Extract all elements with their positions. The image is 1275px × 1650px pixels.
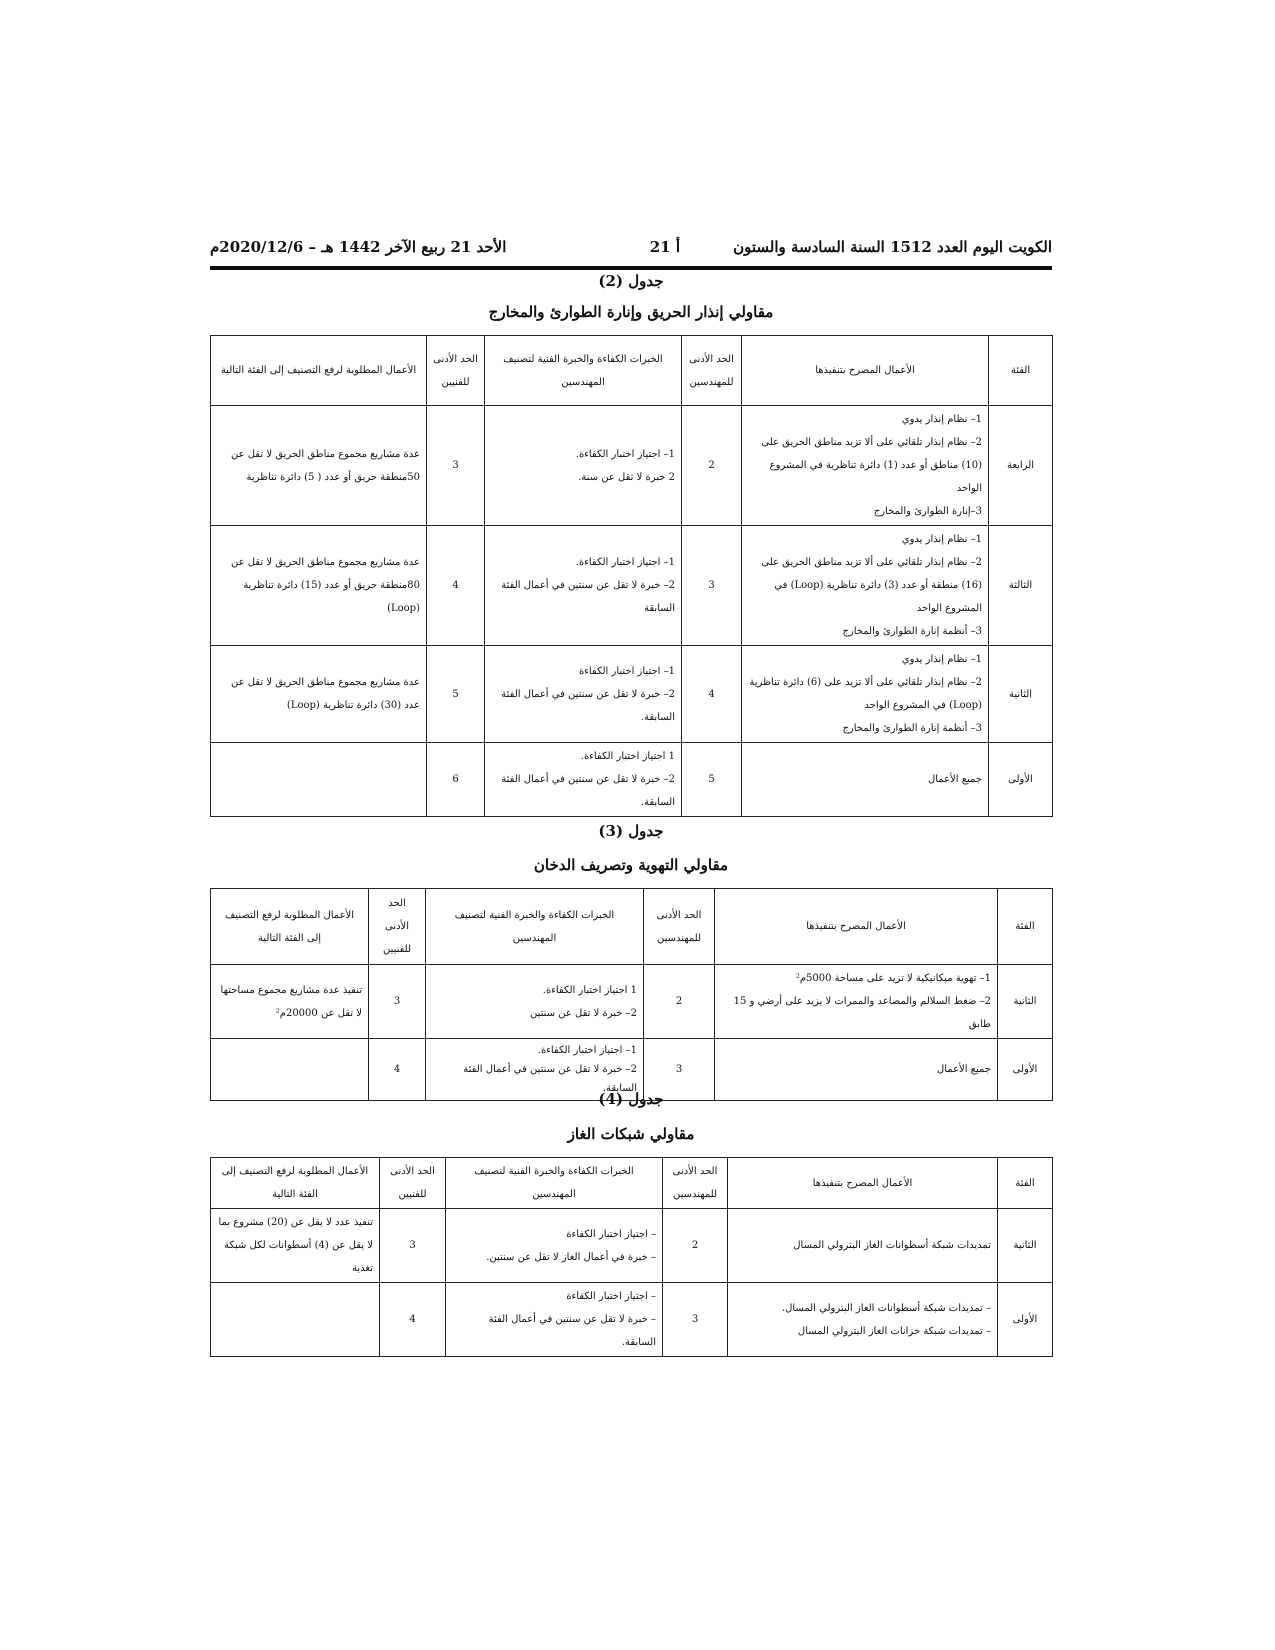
row-min-technicians: 3 bbox=[369, 965, 426, 1039]
row-category: الثانية bbox=[998, 965, 1053, 1039]
row-experience: 1 اجتياز اختبار الكفاءة. 2– خبرة لا تقل عن سنتين في أعمال الفئة السابقة. bbox=[485, 743, 682, 817]
table3 bbox=[210, 888, 1053, 1101]
col-allowed-works: الأعمال المصرح بتنفيذها bbox=[715, 889, 998, 965]
row-experience: – اجتياز اختبار الكفاءة – خبرة لا تقل عن سنتين في أعمال الفئة السابقة. bbox=[446, 1283, 663, 1357]
table2-header-row bbox=[211, 336, 1053, 406]
row-works: 1– نظام إنذار يدوي 2– نظام إنذار تلقائي على ألا تزيد على (6) دائرة تناظرية (Loop) في المشروع الواحد 3– أنظمة إنارة الطوارئ والمخارج bbox=[742, 646, 989, 743]
table3-caption: جدول (3) bbox=[598, 822, 664, 840]
col-min-engineers: الحد الأدنى للمهندسين bbox=[663, 1158, 728, 1209]
page-header bbox=[210, 236, 1052, 270]
row-min-technicians: 4 bbox=[427, 526, 485, 646]
col-experience: الخبرات الكفاءة والخبرة الفنية لتصنيف المهندسين bbox=[446, 1158, 663, 1209]
row-min-technicians: 4 bbox=[380, 1283, 446, 1357]
col-category: الفئة bbox=[989, 336, 1053, 406]
row-works: – تمديدات شبكة أسطوانات الغاز البترولي المسال. – تمديدات شبكة خزانات الغاز البترولي المسال bbox=[728, 1283, 998, 1357]
row-requirements bbox=[211, 1283, 380, 1357]
table3-header-row bbox=[211, 889, 1053, 965]
table-row bbox=[211, 1209, 1053, 1283]
col-min-technicians: الحد الأدنى للفنيين bbox=[380, 1158, 446, 1209]
col-category: الفئة bbox=[998, 1158, 1053, 1209]
table-row bbox=[211, 743, 1053, 817]
row-category: الرابعة bbox=[989, 406, 1053, 526]
table-row bbox=[211, 965, 1053, 1039]
table-row bbox=[211, 1283, 1053, 1357]
row-min-technicians: 3 bbox=[380, 1209, 446, 1283]
row-category: الثانية bbox=[998, 1209, 1053, 1283]
col-min-engineers: الحد الأدنى للمهندسين bbox=[682, 336, 742, 406]
row-requirements: تنفيذ عدة مشاريع مجموع مساحتها لا تقل عن 20000م² bbox=[211, 965, 369, 1039]
row-min-technicians: 6 bbox=[427, 743, 485, 817]
row-experience: 1– اجتياز اختبار الكفاءة. 2– خبرة لا تقل عن سنتين في أعمال الفئة السابقة bbox=[485, 526, 682, 646]
row-experience: 1 اجتياز اختبار الكفاءة. 2– خبرة لا تقل عن سنتين bbox=[426, 965, 644, 1039]
row-requirements bbox=[211, 743, 427, 817]
row-min-engineers: 3 bbox=[682, 526, 742, 646]
row-min-technicians: 3 bbox=[427, 406, 485, 526]
table2-caption: جدول (2) bbox=[598, 272, 664, 290]
col-experience: الخبرات الكفاءة والخبرة الفنية لتصنيف المهندسين bbox=[426, 889, 644, 965]
table3-title: مقاولي التهوية وتصريف الدخان bbox=[533, 856, 729, 874]
row-category: الأولى bbox=[998, 1283, 1053, 1357]
col-min-engineers: الحد الأدنى للمهندسين bbox=[644, 889, 715, 965]
row-works: تمديدات شبكة أسطوانات الغاز البترولي المسال bbox=[728, 1209, 998, 1283]
row-requirements: عدة مشاريع مجموع مناطق الحريق لا تقل عن 50منطقة حريق أو عدد ( 5) دائرة تناظرية bbox=[211, 406, 427, 526]
page-number: أ 21 bbox=[649, 238, 680, 256]
row-works: جميع الأعمال bbox=[742, 743, 989, 817]
row-experience: 1– اجتياز اختبار الكفاءة 2– خبرة لا تقل عن سنتين في أعمال الفئة السابقة. bbox=[485, 646, 682, 743]
row-experience: – اجتياز اختبار الكفاءة – خبرة في أعمال الغاز لا تقل عن سنتين. bbox=[446, 1209, 663, 1283]
row-min-engineers: 4 bbox=[682, 646, 742, 743]
row-category: الأولى bbox=[989, 743, 1053, 817]
row-min-engineers: 2 bbox=[663, 1209, 728, 1283]
col-allowed-works: الأعمال المصرح بتنفيذها bbox=[742, 336, 989, 406]
table2 bbox=[210, 335, 1053, 817]
row-category: الثالثة bbox=[989, 526, 1053, 646]
row-experience: 1– اجتياز اختبار الكفاءة. 2– خبرة لا تقل عن سنتين في أعمال الفئة السابقة. bbox=[426, 1039, 644, 1101]
row-min-engineers: 5 bbox=[682, 743, 742, 817]
row-min-engineers: 2 bbox=[682, 406, 742, 526]
col-min-technicians: الحد الأدنى للفنيين bbox=[427, 336, 485, 406]
row-category: الثانية bbox=[989, 646, 1053, 743]
row-min-engineers: 3 bbox=[644, 1039, 715, 1101]
table4-caption: جدول (4) bbox=[598, 1090, 664, 1108]
table-row bbox=[211, 646, 1053, 743]
row-requirements: عدة مشاريع مجموع مناطق الحريق لا تقل عن 80منطقة حريق أو عدد (15) دائرة تناظرية (Loop) bbox=[211, 526, 427, 646]
issue-info: الكويت اليوم العدد 1512 السنة السادسة والستون bbox=[733, 238, 1052, 256]
table4-title: مقاولي شبكات الغاز bbox=[567, 1125, 695, 1143]
row-min-technicians: 4 bbox=[369, 1039, 426, 1101]
row-works: 1– نظام إنذار يدوي 2– نظام إنذار تلقائي على ألا تزيد مناطق الحريق على (10) مناطق أو عدد (1) دائرة تناظرية في المشروع الواحد 3–إنارة الطوارئ والمخارج bbox=[742, 406, 989, 526]
col-min-technicians: الحد الأدنى للفنيين bbox=[369, 889, 426, 965]
col-allowed-works: الأعمال المصرح بتنفيذها bbox=[728, 1158, 998, 1209]
table4 bbox=[210, 1157, 1053, 1357]
row-works: جميع الأعمال bbox=[715, 1039, 998, 1101]
row-works: 1– تهوية ميكانيكية لا تزيد على مساحة 5000م² 2– ضغط السلالم والمصاعد والممرات لا يزيد على أرضي و 15 طابق bbox=[715, 965, 998, 1039]
row-min-engineers: 2 bbox=[644, 965, 715, 1039]
row-works: 1– نظام إنذار يدوي 2– نظام إنذار تلقائي على ألا تزيد مناطق الحريق على (16) منطقة أو عدد (3) دائرة تناظرية (Loop) في المشروع الواحد 3– أنظمة إنارة الطوارئ والمخارج bbox=[742, 526, 989, 646]
col-upgrade-requirements: الأعمال المطلوبة لرفع التصنيف إلى الفئة التالية bbox=[211, 889, 369, 965]
table2-title: مقاولي إنذار الحريق وإنارة الطوارئ والمخارج bbox=[488, 303, 774, 321]
row-min-technicians: 5 bbox=[427, 646, 485, 743]
table4-header-row bbox=[211, 1158, 1053, 1209]
col-upgrade-requirements: الأعمال المطلوبة لرفع التصنيف إلى الفئة التالية bbox=[211, 1158, 380, 1209]
row-requirements: عدة مشاريع مجموع مناطق الحريق لا تقل عن عدد (30) دائرة تناظرية (Loop) bbox=[211, 646, 427, 743]
col-category: الفئة bbox=[998, 889, 1053, 965]
table-row bbox=[211, 526, 1053, 646]
col-experience: الخبرات الكفاءة والخبرة الفنية لتصنيف المهندسين bbox=[485, 336, 682, 406]
row-requirements: تنفيذ عدد لا يقل عن (20) مشروع بما لا يقل عن (4) أسطوانات لكل شبكة تغذية bbox=[211, 1209, 380, 1283]
row-category: الأولى bbox=[998, 1039, 1053, 1101]
col-upgrade-requirements: الأعمال المطلوبة لرفع التصنيف إلى الفئة التالية bbox=[211, 336, 427, 406]
issue-date: الأحد 21 ربيع الآخر 1442 هـ – 2020/12/6م bbox=[210, 238, 507, 256]
row-experience: 1– اجتياز اختبار الكفاءة. 2 خبرة لا تقل عن سنة. bbox=[485, 406, 682, 526]
table-row bbox=[211, 406, 1053, 526]
row-min-engineers: 3 bbox=[663, 1283, 728, 1357]
